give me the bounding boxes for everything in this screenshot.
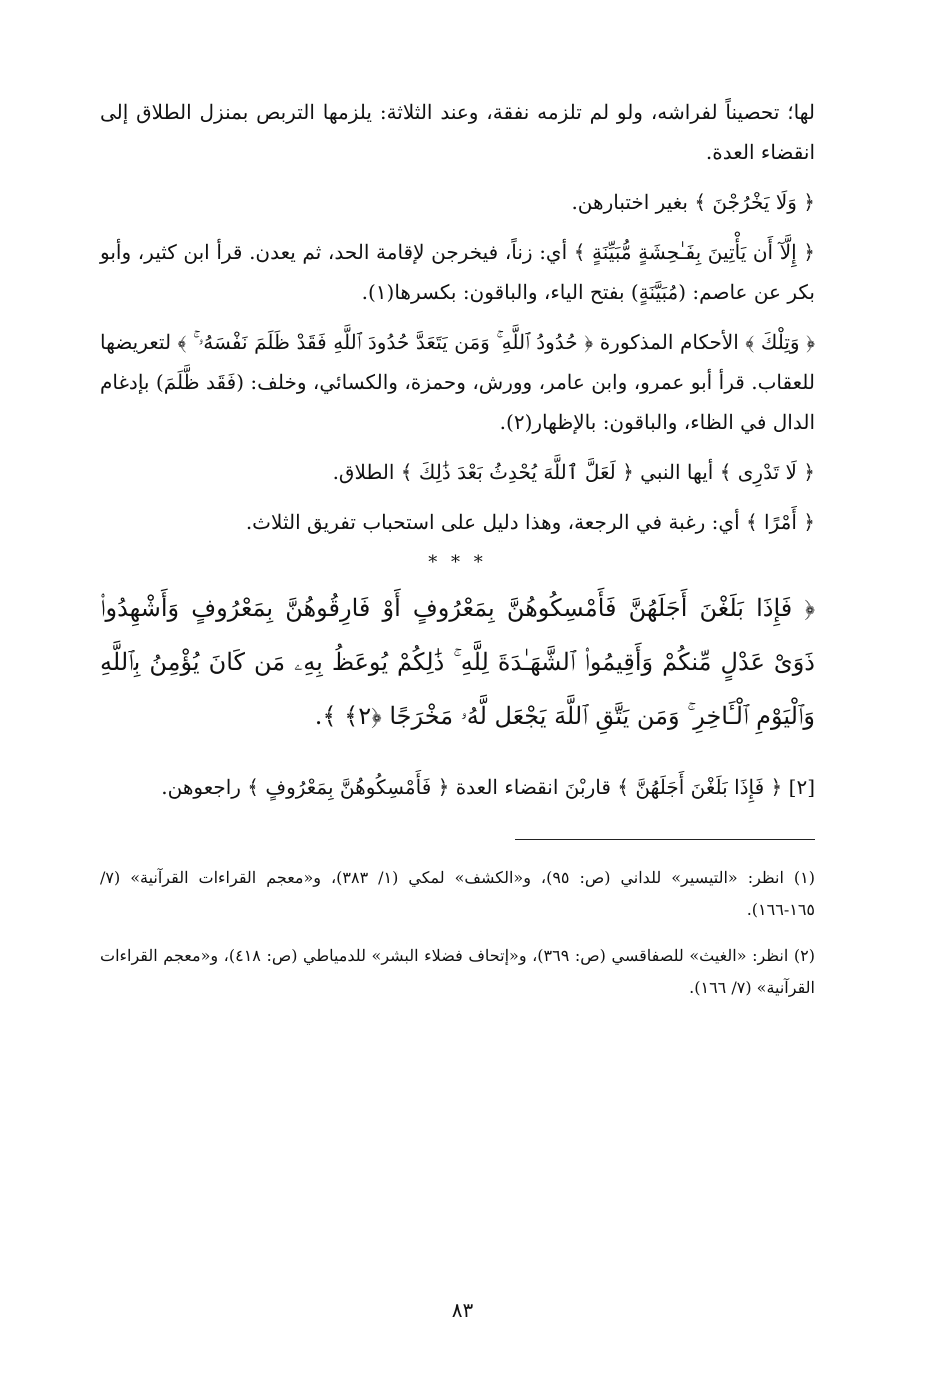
- page-number: ٨٣: [451, 1298, 474, 1322]
- body-text: [100, 92, 815, 542]
- footnote-separator: [515, 839, 815, 840]
- page-content: [100, 92, 815, 1018]
- verse-text: ﴿ فَإِذَا بَلَغْنَ أَجَلَهُنَّ فَأَمْسِكُوهُنَّ بِمَعْرُوفٍ أَوْ فَارِقُوهُنَّ بِمَعْرُوفٍ وَأَشْهِدُوا۟ ذَوَىْ عَدْلٍ مِّنكُمْ وَأَقِيمُوا۟ ٱلشَّهَـٰدَةَ لِلَّهِ ۚ ذَٰلِكُمْ يُوعَظُ بِهِۦ مَن كَانَ يُؤْمِنُ بِٱللَّهِ وَٱلْيَوْمِ ٱلْـَٔاخِرِ ۚ وَمَن يَتَّقِ ٱللَّهَ يَجْعَل لَّهُۥ مَخْرَجًا ﴿٢﴾ ﴾.: [100, 594, 815, 730]
- footnotes: [100, 862, 815, 1004]
- paragraph: ﴿ وَلَا يَخْرُجْنَ ﴾ بغير اختبارهن.: [571, 190, 815, 214]
- tafsir-text: [٢] ﴿ فَإِذَا بَلَغْنَ أَجَلَهُنَّ ﴾ قاربْنَ انقضاء العدة ﴿ فَأَمْسِكُوهُنَّ بِمَعْرُوفٍ ﴾ راجعوهن.: [161, 775, 815, 799]
- section-divider: * * *: [428, 552, 487, 573]
- paragraph: ﴿ لَا تَدْرِى ﴾ أيها النبي ﴿ لَعَلَّ ٱللَّهَ يُحْدِثُ بَعْدَ ذَٰلِكَ ﴾ الطلاق.: [332, 460, 815, 484]
- tafsir: [100, 761, 815, 813]
- paragraph: ﴿ وَتِلْكَ ﴾ الأحكام المذكورة ﴿ حُدُودُ ٱللَّهِ ۚ وَمَن يَتَعَدَّ حُدُودَ ٱللَّهِ فَقَدْ ظَلَمَ نَفْسَهُۥ ۚ ﴾ لتعريضها للعقاب. قرأ أبو عمرو، وابن عامر، وورش، وحمزة، والكسائي، وخلف: (فَقَد ظَّلَمَ) بإدغام الدال في الظاء، والباقون: بالإظهار(٢).: [100, 330, 815, 434]
- paragraph: ﴿ إِلَّآ أَن يَأْتِينَ بِفَـٰحِشَةٍ مُّبَيِّنَةٍ ﴾ أي: زناً، فيخرجن لإقامة الحد، ثم يعدن. قرأ ابن كثير، وأبو بكر عن عاصم: (مُبَيَّنَةٍ) بفتح الياء، والباقون: بكسرها(١).: [100, 240, 815, 304]
- quran-verse: [100, 581, 815, 743]
- paragraph: لها؛ تحصيناً لفراشه، ولو لم تلزمه نفقة، وعند الثلاثة: يلزمها التربص بمنزل الطلاق إلى انقضاء العدة.: [100, 100, 815, 164]
- paragraph: ﴿ أَمْرًا ﴾ أي: رغبة في الرجعة، وهذا دليل على استحباب تفريق الثلاث.: [245, 510, 815, 534]
- footnote: (٢) انظر: «الغيث» للصفاقسي (ص: ٣٦٩)، و«إتحاف فضلاء البشر» للدمياطي (ص: ٤١٨)، و«معجم القراءات القرآنية» (٧/ ١٦٦).: [100, 946, 816, 997]
- footnote: (١) انظر: «التيسير» للداني (ص: ٩٥)، و«الكشف» لمكي (١/ ٣٨٣)، و«معجم القراءات القرآنية» (٧/ ١٦٥-١٦٦).: [100, 868, 816, 919]
